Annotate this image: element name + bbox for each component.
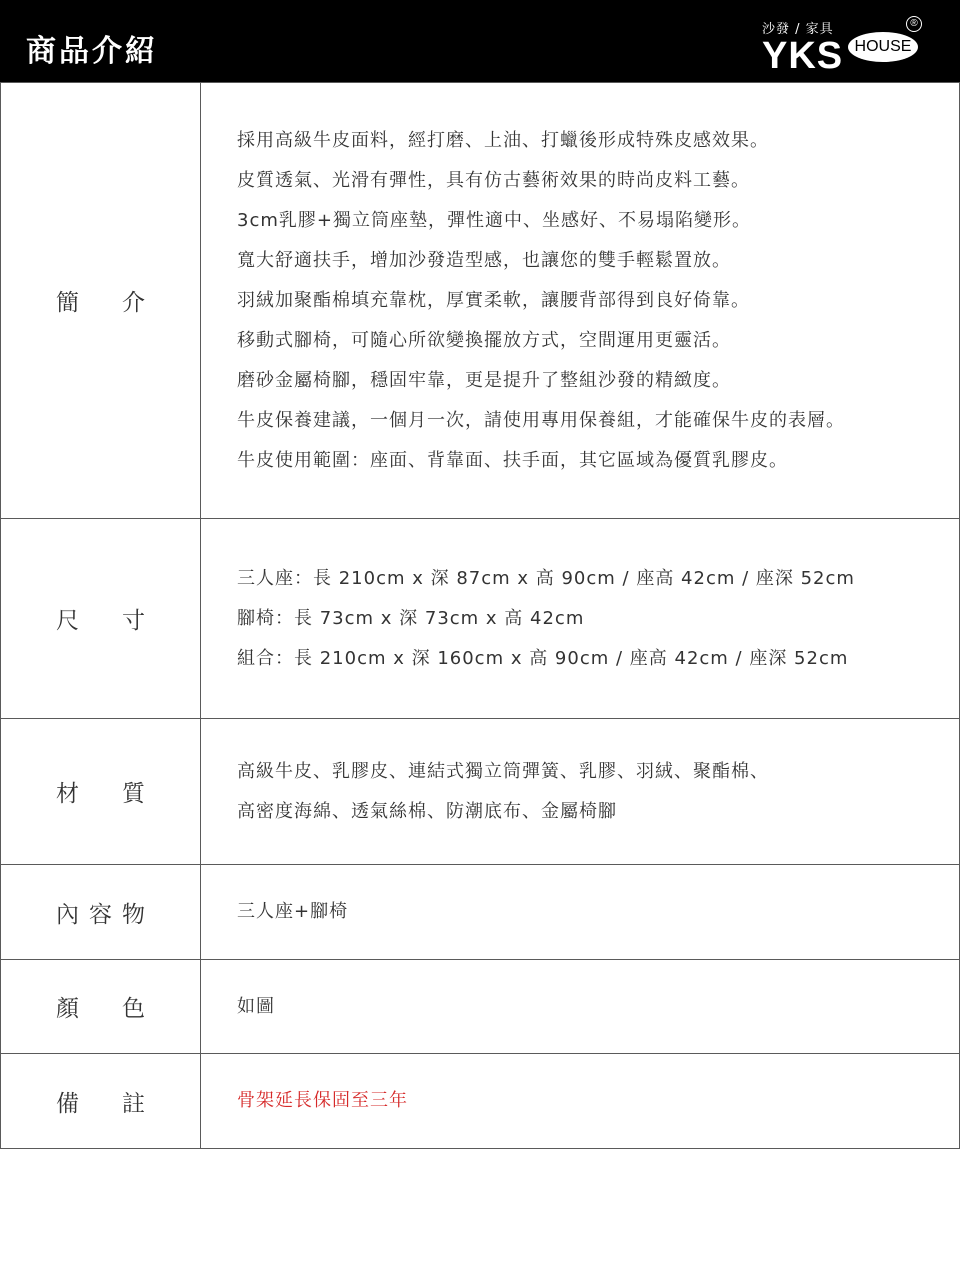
logo-house-badge: HOUSE: [848, 32, 918, 62]
spec-value-color: [201, 960, 960, 1054]
color-value: 如圖: [237, 995, 275, 1017]
intro-line: 牛皮使用範圍：座面、背靠面、扶手面，其它區域為優質乳膠皮。: [237, 449, 788, 471]
spec-label-material: 材 質: [1, 719, 201, 865]
spec-row-intro: [1, 83, 960, 519]
spec-value-contents: [201, 865, 960, 960]
spec-label-size: 尺 寸: [1, 519, 201, 719]
spec-row-contents: [1, 865, 960, 960]
spec-label-contents: 內容物: [1, 865, 201, 960]
material-line: 高級牛皮、乳膠皮、連結式獨立筒彈簧、乳膠、羽絨、聚酯棉、: [237, 760, 769, 782]
material-line: 高密度海綿、透氣絲棉、防潮底布、金屬椅腳: [237, 800, 617, 822]
note-value: 骨架延長保固至三年: [237, 1090, 408, 1111]
logo-brand-text: YKS: [762, 35, 844, 77]
logo-subtitle: 沙發 / 家具: [762, 22, 834, 37]
intro-line: 牛皮保養建議，一個月一次，請使用專用保養組，才能確保牛皮的表層。: [237, 409, 845, 431]
intro-line: 磨砂金屬椅腳，穩固牢靠，更是提升了整組沙發的精緻度。: [237, 369, 731, 391]
spec-row-size: [1, 519, 960, 719]
page-title: 商品介紹: [26, 34, 158, 69]
spec-row-material: [1, 719, 960, 865]
intro-line: 羽絨加聚酯棉填充靠枕，厚實柔軟，讓腰背部得到良好倚靠。: [237, 289, 750, 311]
spec-label-color: 顏 色: [1, 960, 201, 1054]
size-line: 腳椅：長 73cm x 深 73cm x 高 42cm: [237, 607, 585, 629]
intro-line: 移動式腳椅，可隨心所欲變換擺放方式，空間運用更靈活。: [237, 329, 731, 351]
spec-value-material: [201, 719, 960, 865]
spec-label-note: 備 註: [1, 1054, 201, 1149]
spec-value-intro: [201, 83, 960, 519]
header-bar: [0, 0, 960, 82]
spec-value-size: [201, 519, 960, 719]
brand-logo: [760, 14, 930, 76]
spec-row-color: [1, 960, 960, 1054]
registered-mark-icon: ®: [906, 16, 922, 32]
size-line: 組合：長 210cm x 深 160cm x 高 90cm / 座高 42cm / 座深 52cm: [237, 647, 849, 669]
size-line: 三人座：長 210cm x 深 87cm x 高 90cm / 座高 42cm / 座深 52cm: [237, 567, 855, 589]
contents-value: 三人座+腳椅: [237, 901, 349, 922]
intro-line: 寬大舒適扶手，增加沙發造型感，也讓您的雙手輕鬆置放。: [237, 249, 731, 271]
spec-row-note: [1, 1054, 960, 1149]
spec-value-note: [201, 1054, 960, 1149]
intro-line: 採用高級牛皮面料，經打磨、上油、打蠟後形成特殊皮感效果。: [237, 129, 769, 151]
intro-line: 皮質透氣、光滑有彈性，具有仿古藝術效果的時尚皮料工藝。: [237, 169, 750, 191]
spec-table: [0, 82, 960, 1149]
intro-line: 3cm乳膠+獨立筒座墊，彈性適中、坐感好、不易塌陷變形。: [237, 209, 751, 231]
spec-label-intro: 簡 介: [1, 83, 201, 519]
